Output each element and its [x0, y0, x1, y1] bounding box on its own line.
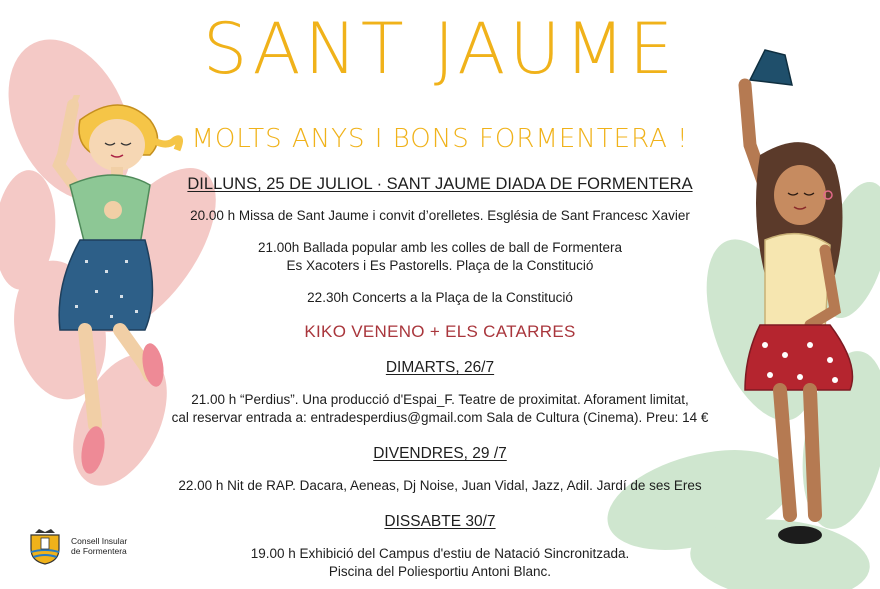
event-line: Piscina del Poliesportiu Antoni Blanc.	[328, 564, 552, 579]
consell-logo	[27, 527, 127, 565]
event-line: 21.00h Ballada popular amb les colles de ball de Formentera	[258, 240, 622, 255]
event-item	[160, 239, 720, 275]
event-line: Es Xacoters i Es Pastorells. Plaça de la Constitució	[286, 258, 594, 273]
page-subtitle: MOLTS ANYS I BONS FORMENTERA !	[191, 124, 689, 154]
concert-headline: KIKO VENENO + ELS CATARRES	[304, 322, 576, 341]
day-heading-monday: DILLUNS, 25 DE JULIOL · SANT JAUME DIADA DE FORMENTERA	[187, 175, 693, 193]
day-heading-friday: DIVENDRES, 29 /7	[373, 445, 507, 462]
event-line: 21.00 h “Perdius”. Una producció d'Espai_F. Teatre de proximitat. Aforament limitat,	[191, 392, 689, 407]
day-heading-saturday: DISSABTE 30/7	[384, 513, 496, 530]
page-title: SANT JAUME	[202, 8, 678, 90]
logo-line: Consell Insular	[71, 536, 128, 546]
event-line: 22.30h Concerts a la Plaça de la Constitució	[307, 290, 573, 305]
event-item	[160, 545, 720, 581]
event-item	[160, 289, 720, 307]
day-heading-tuesday: DIMARTS, 26/7	[385, 359, 495, 376]
event-line: cal reservar entrada a: entradesperdius@gmail.com Sala de Cultura (Cinema). Preu: 14 €	[171, 410, 709, 425]
coat-of-arms-icon	[27, 527, 63, 565]
event-line: 22.00 h Nit de RAP. Dacara, Aeneas, Dj Noise, Juan Vidal, Jazz, Adil. Jardí de ses Eres	[178, 478, 702, 493]
right-dancer-illustration	[720, 45, 880, 555]
program-schedule	[160, 175, 720, 581]
event-line: 19.00 h Exhibició del Campus d'estiu de Natació Sincronitzada.	[250, 546, 630, 561]
event-item	[160, 391, 720, 427]
logo-line: de Formentera	[71, 546, 127, 556]
event-item	[160, 207, 720, 225]
event-item	[160, 477, 720, 495]
logo-text	[71, 536, 127, 556]
event-line: 20.00 h Missa de Sant Jaume i convit d’orelletes. Església de Sant Francesc Xavier	[190, 208, 690, 223]
